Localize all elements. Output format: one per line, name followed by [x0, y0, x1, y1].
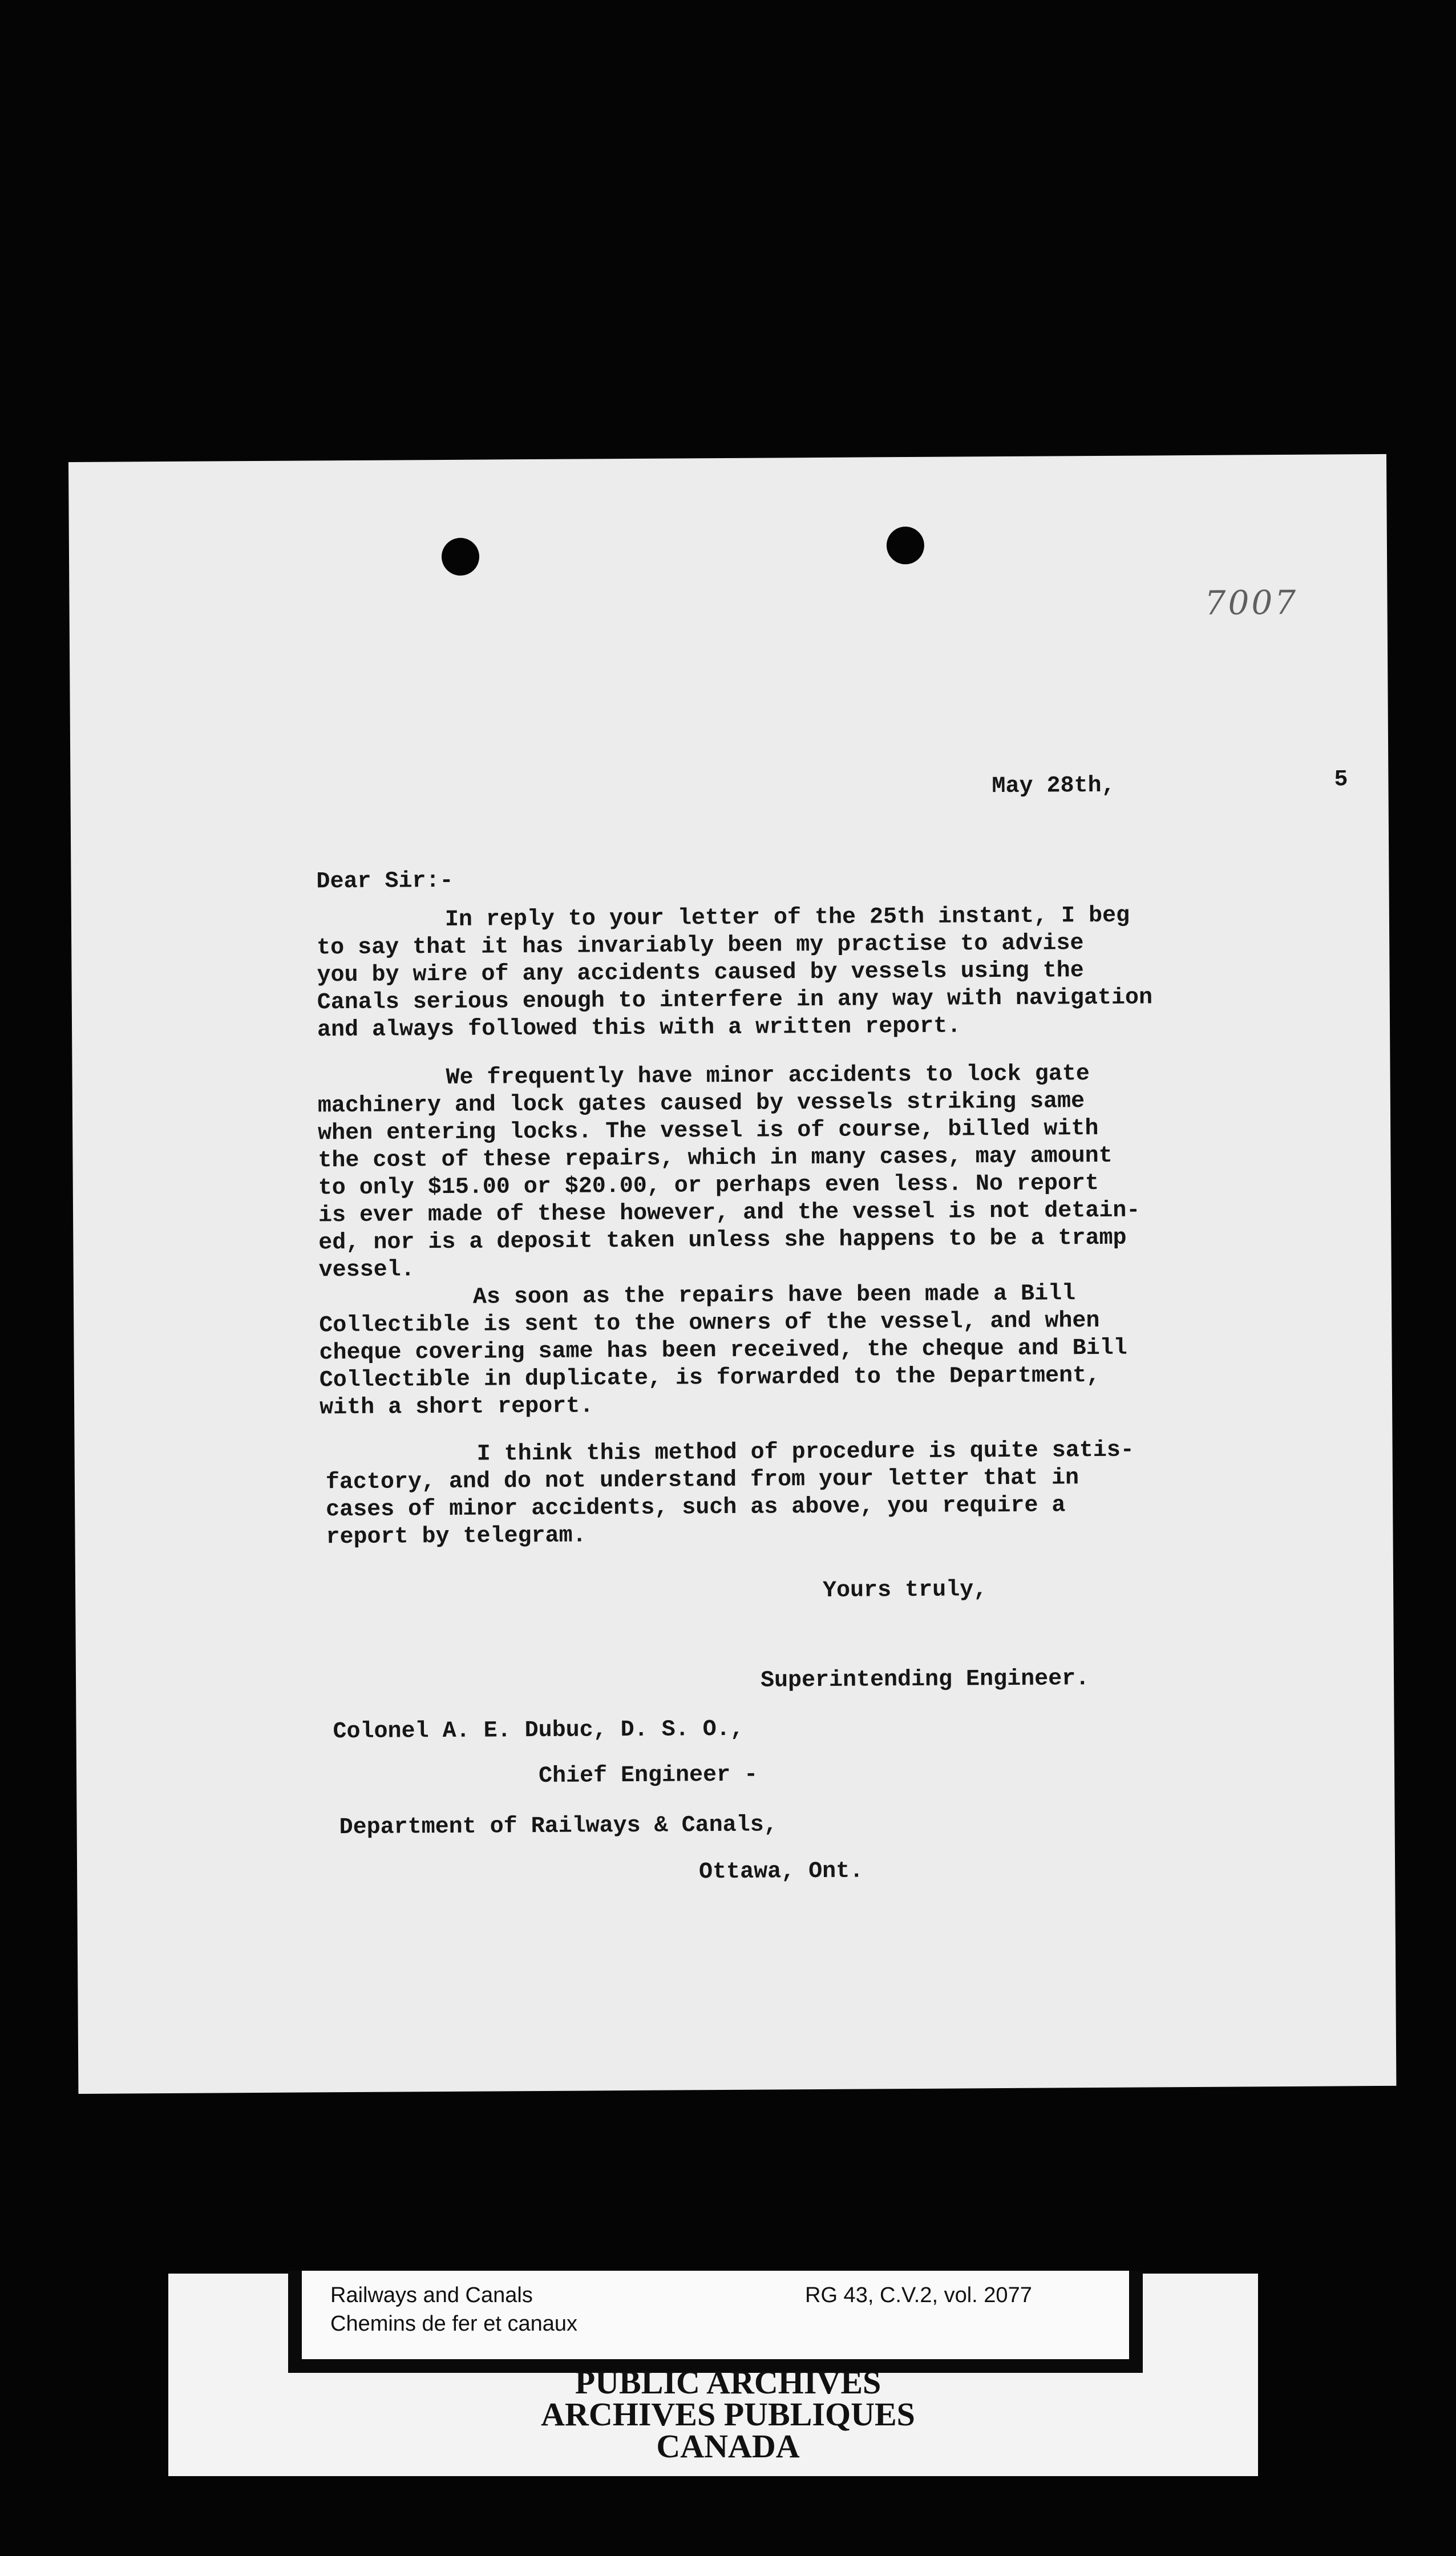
salutation: Dear Sir:- — [316, 868, 454, 895]
archives-line-english: PUBLIC ARCHIVES — [575, 2364, 881, 2401]
letter-date: May 28th, — [992, 773, 1115, 800]
addressee-city: Ottawa, Ont. — [698, 1858, 864, 1886]
archives-caption — [0, 2364, 1456, 2465]
file-number-stamp: 7007 — [1204, 583, 1299, 622]
fonds-french: Chemins de fer et canaux — [330, 2312, 578, 2336]
page-mark: 5 — [1334, 767, 1348, 793]
addressee-title: Chief Engineer - — [538, 1762, 758, 1790]
paragraph-1: In reply to your letter of the 25th instant, I beg to say that it has invariably been my practise to advise you by wire of any accidents caused by vessels using the Canals serious enough to interfere in any way with navigation and always followed this with a written report. — [317, 903, 1153, 1044]
paragraph-4: I think this method of procedure is quite satis- factory, and do not understand from your letter that in cases of minor accidents, such as above, you require a report by telegram. — [325, 1437, 1134, 1551]
punch-hole — [442, 538, 479, 576]
archive-label — [288, 2271, 1143, 2373]
closing: Yours truly, — [822, 1577, 988, 1604]
archives-line-french: ARCHIVES PUBLIQUES — [541, 2396, 915, 2433]
letter-body — [316, 767, 1348, 1886]
archives-line-country: CANADA — [656, 2428, 800, 2465]
addressee-name: Colonel A. E. Dubuc, D. S. O., — [333, 1716, 744, 1745]
paragraph-3: As soon as the repairs have been made a Bill Collectible is sent to the owners of the vessel, and when cheque covering same has been received, the cheque and Bill Collectible in duplicate, is forwarded to the Department, with a short report. — [319, 1281, 1127, 1421]
letter-page — [68, 454, 1396, 2094]
paragraph-2: We frequently have minor accidents to lock gate machinery and lock gates caused by vessels striking same when entering locks. The vessel is of course, billed with the cost of these repairs, which in many cases, may amount to only $15.00 or $20.00, or perhaps even less. No report is ever made of these however, and the vessel is not detain- ed, nor is a deposit taken unless she happens to be a tramp vessel. — [317, 1061, 1140, 1284]
addressee-department: Department of Railways & Canals, — [339, 1812, 778, 1841]
archive-reference: RG 43, C.V.2, vol. 2077 — [805, 2283, 1032, 2307]
fonds-english: Railways and Canals — [330, 2283, 533, 2307]
punch-hole — [887, 527, 924, 564]
signature-title: Superintending Engineer. — [760, 1666, 1090, 1694]
